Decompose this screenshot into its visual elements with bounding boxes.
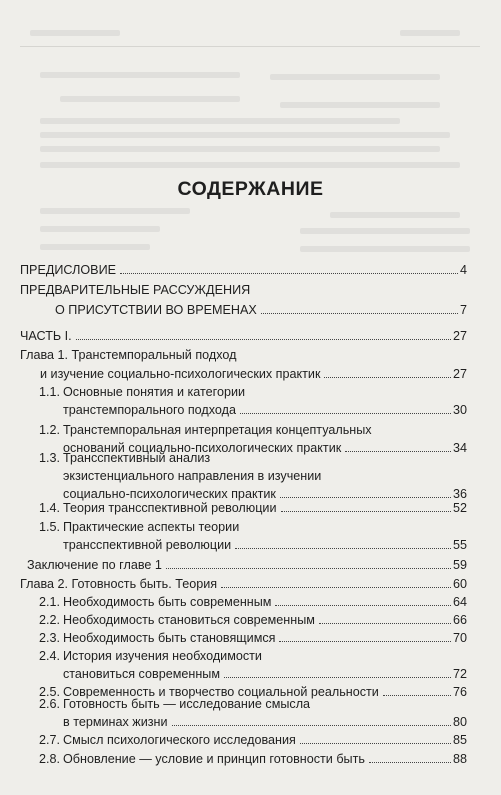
toc-page-number: 64: [452, 595, 467, 609]
dot-leader: [383, 695, 451, 696]
toc-entry-title-line: экзистенциального направления в изучении: [63, 469, 322, 483]
toc-entry-title: ЧАСТЬ I.: [20, 329, 72, 343]
toc-entry-title-line: Практические аспекты теории: [63, 520, 240, 534]
dot-leader: [281, 511, 451, 512]
toc-entry-number: 2.3.: [39, 631, 61, 645]
toc-page-number: 88: [452, 752, 467, 766]
toc-entry[interactable]: [20, 262, 467, 278]
toc-entry-title-line: Трансспективный анализ: [63, 451, 211, 465]
dot-leader: [240, 413, 451, 414]
toc-entry-title: оснований социально-психологических практик: [63, 441, 342, 455]
toc-entry-title: О ПРИСУТСТВИИ ВО ВРЕМЕНАХ: [55, 303, 257, 317]
toc-page-number: 30: [452, 403, 467, 417]
toc-entry-title: Глава 2. Готовность быть. Теория: [20, 577, 218, 591]
toc-entry-title: Необходимость становиться современным: [63, 613, 315, 627]
toc-entry-title-line: Основные понятия и категории: [63, 385, 246, 399]
toc-entry-title-line: ПРЕДВАРИТЕЛЬНЫЕ РАССУЖДЕНИЯ: [20, 283, 251, 297]
toc-entry-title: Необходимость быть современным: [63, 595, 272, 609]
toc-page-number: 59: [452, 558, 467, 572]
toc-page-number: 60: [452, 577, 467, 591]
toc-page-number: 70: [452, 631, 467, 645]
toc-entry[interactable]: [63, 500, 467, 516]
dot-leader: [369, 762, 451, 763]
toc-entry-title: Современность и творчество социальной реальности: [63, 685, 379, 699]
toc-page-number: 85: [452, 733, 467, 747]
toc-entry-number: 2.4.: [39, 649, 61, 663]
toc-entry-number: 2.6.: [39, 697, 61, 711]
page-title: СОДЕРЖАНИЕ: [177, 178, 324, 200]
dot-leader: [279, 641, 451, 642]
toc-entry-number: 2.8.: [39, 752, 61, 766]
toc-entry[interactable]: [63, 612, 467, 628]
toc-entry[interactable]: [63, 537, 467, 553]
toc-entry-title-line: Глава 1. Транстемпоральный подход: [20, 348, 237, 362]
toc-entry[interactable]: [40, 366, 467, 382]
toc-entry[interactable]: [27, 557, 467, 573]
toc-entry[interactable]: [20, 576, 467, 592]
toc-entry-number: 1.1.: [39, 385, 61, 399]
toc-page-number: 27: [452, 367, 467, 381]
toc-entry-title: становиться современным: [63, 667, 220, 681]
dot-leader: [280, 497, 451, 498]
toc-entry-number: 1.5.: [39, 520, 61, 534]
dot-leader: [166, 568, 451, 569]
toc-page-number: 34: [452, 441, 467, 455]
dot-leader: [261, 313, 458, 314]
toc-page-number: 36: [452, 487, 467, 501]
toc-page-number: 72: [452, 667, 467, 681]
toc-entry[interactable]: [63, 732, 467, 748]
toc-entry[interactable]: [20, 328, 467, 344]
toc-entry[interactable]: [63, 594, 467, 610]
toc-entry[interactable]: [63, 666, 467, 682]
dot-leader: [324, 377, 451, 378]
toc-entry-number: 1.2.: [39, 423, 61, 437]
toc-entry-number: 2.5.: [39, 685, 61, 699]
dot-leader: [221, 587, 451, 588]
toc-entry[interactable]: [63, 402, 467, 418]
dot-leader: [235, 548, 451, 549]
dot-leader: [275, 605, 451, 606]
toc-page-number: 55: [452, 538, 467, 552]
toc-entry-title: в терминах жизни: [63, 715, 168, 729]
toc-entry-number: 2.1.: [39, 595, 61, 609]
toc-page-number: 4: [459, 263, 467, 277]
toc-page-number: 80: [452, 715, 467, 729]
toc-entry-title-line: История изучения необходимости: [63, 649, 262, 663]
toc-page-number: 52: [452, 501, 467, 515]
toc-entry-title: транстемпорального подхода: [63, 403, 236, 417]
toc-page-number: 76: [452, 685, 467, 699]
toc-entry[interactable]: [63, 630, 467, 646]
dot-leader: [224, 677, 451, 678]
toc-entry-number: 2.7.: [39, 733, 61, 747]
dot-leader: [300, 743, 451, 744]
dot-leader: [345, 451, 451, 452]
toc-entry-number: 2.2.: [39, 613, 61, 627]
toc-entry-title-line: Транстемпоральная интерпретация концептуальных: [63, 423, 372, 437]
dot-leader: [120, 273, 458, 274]
toc-entry[interactable]: [55, 302, 467, 318]
toc-page-number: 7: [459, 303, 467, 317]
toc-entry-number: 1.3.: [39, 451, 61, 465]
toc-entry[interactable]: [63, 751, 467, 767]
toc-entry-title: Заключение по главе 1: [27, 558, 162, 572]
bleed-through-background: [0, 0, 501, 262]
toc-entry-title: трансспективной революции: [63, 538, 232, 552]
toc-entry[interactable]: [63, 714, 467, 730]
toc-entry-title: Необходимость быть становящимся: [63, 631, 276, 645]
toc-entry-title: ПРЕДИСЛОВИЕ: [20, 263, 117, 277]
toc-page-number: 66: [452, 613, 467, 627]
dot-leader: [76, 339, 451, 340]
toc-entry-number: 1.4.: [39, 501, 61, 515]
toc-entry-title: и изучение социально-психологических практик: [40, 367, 321, 381]
toc-entry-title: социально-психологических практик: [63, 487, 276, 501]
toc-page-number: 27: [452, 329, 467, 343]
toc-entry-title: Теория трансспективной революции: [63, 501, 277, 515]
toc-entry-title: Обновление — условие и принцип готовности быть: [63, 752, 365, 766]
dot-leader: [172, 725, 451, 726]
toc-entry-title-line: Готовность быть — исследование смысла: [63, 697, 311, 711]
dot-leader: [319, 623, 451, 624]
toc-entry-title: Смысл психологического исследования: [63, 733, 296, 747]
